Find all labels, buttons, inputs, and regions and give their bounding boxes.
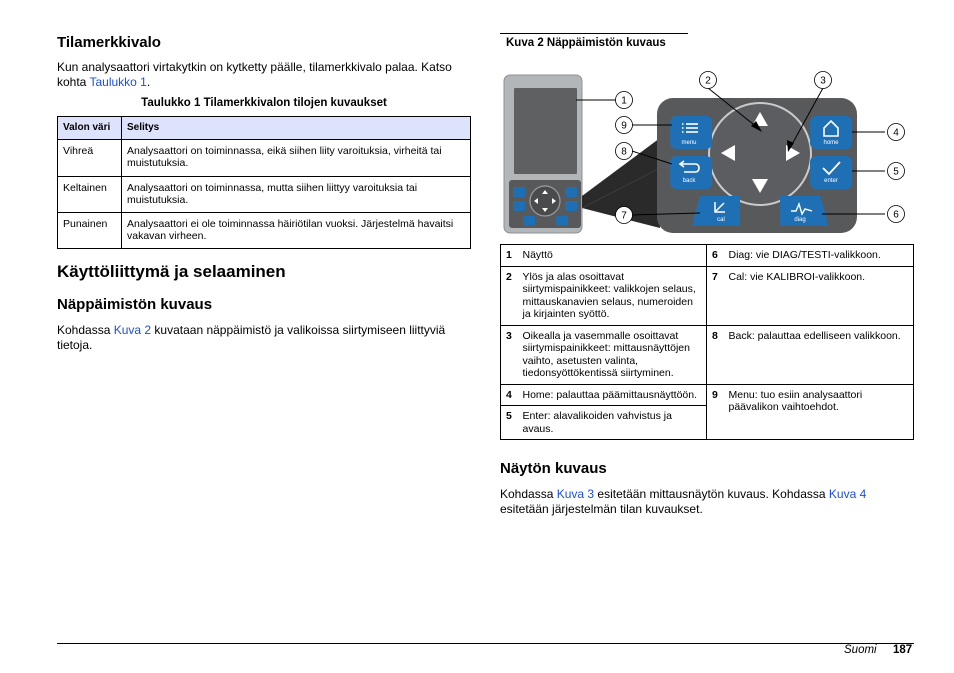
paragraph-text: esitetään järjestelmän tilan kuvaukset.: [500, 502, 703, 516]
legend-description: Oikealla ja vasemmalle osoittavat siirtymispainikkeet: mittausnäyttöjen vaihto, asetusten valinta, tiedonsyöttökentissä siirtyminen.: [518, 325, 707, 384]
back-key: [670, 156, 712, 189]
legend-number: 4: [501, 384, 518, 406]
legend-description: Ylös ja alas osoittavat siirtymispainikkeet: valikkojen selaus, mittauskanavien selaus, numeroiden ja kirjainten syöttö.: [518, 266, 707, 325]
table-row: [58, 213, 471, 249]
subsection-heading-nappaimisto: Näppäimistön kuvaus: [57, 296, 213, 313]
legend-number: 9: [707, 384, 724, 440]
analyzer-device: [504, 75, 582, 233]
paragraph-text: Kohdassa: [500, 487, 557, 501]
subsection-heading-naytto: Näytön kuvaus: [500, 460, 607, 477]
keypad-enlarged: [657, 98, 857, 233]
table-cell: Vihreä: [58, 140, 122, 177]
paragraph-naytto: [500, 487, 914, 517]
figure-caption-rule: [500, 33, 688, 34]
table-header-cell: Valon väri: [58, 117, 122, 140]
legend-description: Home: palauttaa päämittausnäyttöön.: [518, 384, 707, 406]
paragraph-tilamerkkivalo: [57, 60, 457, 90]
paragraph-text: kuvataan näppäimistö ja valikoissa siirtymiseen liittyviä tietoja.: [57, 323, 446, 352]
link-kuva-2[interactable]: Kuva 2: [113, 323, 152, 337]
callout-9: 9: [621, 120, 627, 132]
table-row: [501, 245, 914, 267]
legend-number: 6: [707, 245, 724, 267]
legend-description: Enter: alavalikoiden vahvistus ja avaus.: [518, 406, 707, 440]
table-cell: Keltainen: [58, 177, 122, 213]
enter-key-label: enter: [824, 178, 838, 184]
paragraph-text: Kun analysaattori virtakytkin on kytketty päälle, tilamerkkivalo palaa. Katso kohta: [57, 60, 452, 89]
table-cell: Punainen: [58, 213, 122, 249]
keypad-legend-table: [500, 244, 914, 440]
page-number: 187: [893, 644, 913, 656]
diag-key-label: diag: [794, 217, 806, 223]
paragraph-text: .: [146, 75, 151, 89]
cal-key-label: cal: [717, 217, 725, 223]
home-key-label: home: [823, 140, 839, 146]
link-kuva-3[interactable]: Kuva 3: [556, 487, 595, 501]
diag-key: [780, 196, 828, 226]
paragraph-text: Kohdassa: [57, 323, 114, 337]
legend-description: Back: palauttaa edelliseen valikkoon.: [724, 325, 914, 384]
legend-number: 2: [501, 266, 518, 325]
legend-number: 3: [501, 325, 518, 384]
back-key-label: back: [682, 178, 696, 184]
display-screen: [514, 88, 577, 174]
home-key: [810, 116, 852, 149]
legend-number: 1: [501, 245, 518, 267]
callout-6: 6: [893, 209, 899, 221]
callout-7: 7: [621, 210, 627, 222]
legend-number: 5: [501, 406, 518, 440]
menu-key-label: menu: [681, 140, 697, 146]
link-kuva-4[interactable]: Kuva 4: [828, 487, 867, 501]
table-cell: Analysaattori on toiminnassa, mutta siihen liittyy varoituksia tai muistutuksia.: [122, 177, 471, 213]
table-row: [501, 266, 914, 325]
enter-key: [810, 156, 852, 189]
callout-1: 1: [621, 95, 627, 107]
table-row: [501, 325, 914, 384]
table-caption: Taulukko 1 Tilamerkkivalon tilojen kuvaukset: [141, 97, 387, 109]
callout-2: 2: [705, 75, 711, 87]
legend-description: Näyttö: [518, 245, 707, 267]
table-cell: Analysaattori ei ole toiminnassa häiriötilan vuoksi. Järjestelmä havaitsi vakavan virheen.: [122, 213, 471, 249]
link-taulukko-1[interactable]: Taulukko 1: [89, 75, 147, 89]
legend-description: Menu: tuo esiin analysaattori päävalikon vaihtoehdot.: [724, 384, 914, 440]
section-heading-kayttoliittyma: Käyttöliittymä ja selaaminen: [57, 262, 286, 281]
callout-8: 8: [621, 146, 627, 158]
cal-key: [692, 196, 740, 226]
table-cell: Analysaattori on toiminnassa, eikä siihen liity varoituksia, virheitä tai muistutuksia.: [122, 140, 471, 177]
legend-description: Cal: vie KALIBROI-valikkoon.: [724, 266, 914, 325]
table-row: [58, 177, 471, 213]
legend-description: Diag: vie DIAG/TESTI-valikkoon.: [724, 245, 914, 267]
callout-4: 4: [893, 127, 899, 139]
menu-key: [670, 116, 712, 149]
legend-number: 7: [707, 266, 724, 325]
footer-language: Suomi: [844, 644, 877, 656]
footer-rule: [57, 643, 914, 644]
section-heading-tilamerkkivalo: Tilamerkkivalo: [57, 34, 161, 51]
table-row: [501, 384, 914, 406]
callout-5: 5: [893, 166, 899, 178]
figure-caption: Kuva 2 Näppäimistön kuvaus: [506, 37, 666, 49]
paragraph-text: esitetään mittausnäytön kuvaus. Kohdassa: [594, 487, 829, 501]
table-row: [58, 140, 471, 177]
paragraph-nappaimisto: [57, 323, 457, 353]
status-light-table: [57, 116, 471, 249]
keypad-figure: [500, 68, 914, 238]
callout-3: 3: [820, 75, 826, 87]
legend-number: 8: [707, 325, 724, 384]
table-header-cell: Selitys: [122, 117, 471, 140]
